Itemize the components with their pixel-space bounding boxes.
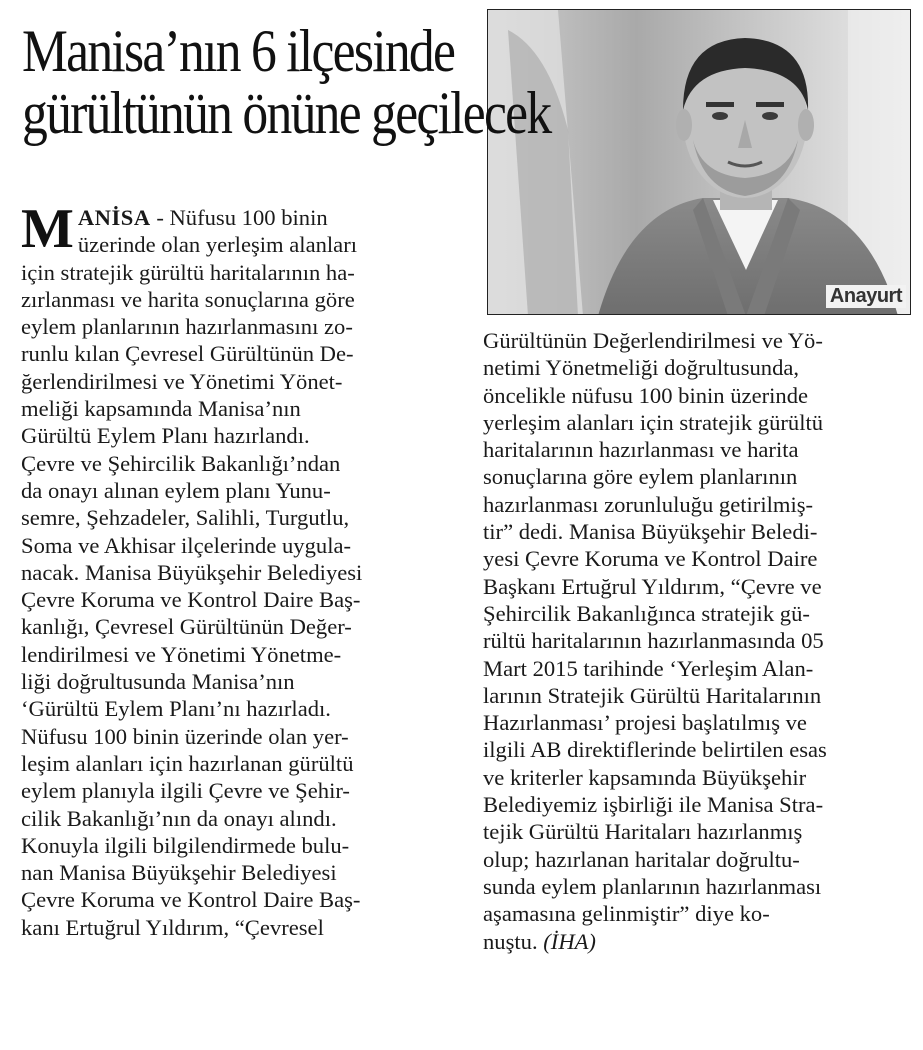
col1-line: Çevre Koruma ve Kontrol Daire Baş- xyxy=(21,587,361,613)
col2-line: yesi Çevre Koruma ve Kontrol Daire xyxy=(483,546,818,572)
col2-line: ilgili AB direktiflerinde belirtilen esas xyxy=(483,737,827,763)
headline xyxy=(22,20,555,144)
col1-line: nan Manisa Büyükşehir Belediyesi xyxy=(21,860,337,886)
col1-line-2: üzerinde olan yerleşim alanları xyxy=(77,232,358,258)
col2-line: sunda eylem planlarının hazırlanması xyxy=(483,873,822,899)
col1-line: Nüfusu 100 binin üzerinde olan yer- xyxy=(21,723,349,749)
col1-line: eylem planıyla ilgili Çevre ve Şehir- xyxy=(21,778,350,804)
col1-line: Çevre ve Şehircilik Bakanlığı’ndan xyxy=(21,450,341,476)
col1-line: semre, Şehzadeler, Salihli, Turgutlu, xyxy=(21,505,350,531)
col2-line: öncelikle nüfusu 100 binin üzerinde xyxy=(483,382,809,408)
drop-cap: M xyxy=(21,198,74,260)
col1-line: Gürültü Eylem Planı hazırlandı. xyxy=(21,423,310,449)
col1-line: ‘Gürültü Eylem Planı’nı hazırladı. xyxy=(21,696,331,722)
photo-watermark: Anayurt xyxy=(826,285,906,308)
col1-line: cilik Bakanlığı’nın da onayı alındı. xyxy=(21,805,337,831)
headline-line-2: gürültünün önüne geçilecek xyxy=(22,80,551,146)
col1-line: kanı Ertuğrul Yıldırım, “Çevresel xyxy=(21,914,324,940)
col1-line: leşim alanları için hazırlanan gürültü xyxy=(21,750,354,776)
col2-line: larının Stratejik Gürültü Haritalarının xyxy=(483,682,822,708)
col1-line: zırlanması ve harita sonuçlarına göre xyxy=(21,286,355,312)
article-column-1 xyxy=(21,198,461,941)
col2-line: Başkanı Ertuğrul Yıldırım, “Çevre ve xyxy=(483,573,822,599)
col1-line: için stratejik gürültü haritalarının ha- xyxy=(21,259,355,285)
col2-body xyxy=(483,327,913,928)
col1-line: runlu kılan Çevresel Gürültünün De- xyxy=(21,341,354,367)
col1-line: Soma ve Akhisar ilçelerinde uygula- xyxy=(21,532,352,558)
col2-line: aşamasına gelinmiştir” diye ko- xyxy=(483,901,770,927)
col1-line: Konuyla ilgili bilgilendirmede bulu- xyxy=(21,832,350,858)
col2-line: haritalarının hazırlanması ve harita xyxy=(483,437,799,463)
col2-line: tir” dedi. Manisa Büyükşehir Beledi- xyxy=(483,519,818,545)
col2-line: Hazırlanması’ projesi başlatılmış ve xyxy=(483,710,807,736)
col1-line: eylem planlarının hazırlanmasını zo- xyxy=(21,314,353,340)
col2-line: tejik Gürültü Haritaları hazırlanmış xyxy=(483,819,803,845)
col1-line: ğerlendirilmesi ve Yönetimi Yönet- xyxy=(21,368,343,394)
col1-line: kanlığı, Çevresel Gürültünün Değer- xyxy=(21,614,352,640)
col1-line: da onayı alınan eylem planı Yunu- xyxy=(21,477,331,503)
col1-line: Çevre Koruma ve Kontrol Daire Baş- xyxy=(21,887,361,913)
col1-body xyxy=(21,259,461,941)
col2-line: sonuçlarına göre eylem planlarının xyxy=(483,464,798,490)
col2-line: Şehircilik Bakanlığınca stratejik gü- xyxy=(483,600,810,626)
col2-line: rültü haritalarının hazırlanmasında 05 xyxy=(483,628,824,654)
col2-line: olup; hazırlanan haritalar doğrultu- xyxy=(483,846,800,872)
col2-line: Belediyemiz işbirliği ile Manisa Stra- xyxy=(483,792,824,818)
col1-line: meliği kapsamında Manisa’nın xyxy=(21,396,301,422)
col1-line: lendirilmesi ve Yönetimi Yönetme- xyxy=(21,641,342,667)
article-column-2 xyxy=(483,327,913,955)
source-credit: (İHA) xyxy=(543,928,596,954)
col2-last-text: nuştu. xyxy=(483,928,544,954)
headline-line-1: Manisa’nın 6 ilçesinde xyxy=(22,18,455,84)
col2-line: ve kriterler kapsamında Büyükşehir xyxy=(483,764,807,790)
col1-line: nacak. Manisa Büyükşehir Belediyesi xyxy=(21,559,363,585)
col2-line: yerleşim alanları için stratejik gürültü xyxy=(483,409,824,435)
col2-line: hazırlanması zorunluluğu getirilmiş- xyxy=(483,491,814,517)
col2-line: netimi Yönetmeliği doğrultusunda, xyxy=(483,355,800,381)
col1-line: liği doğrultusunda Manisa’nın xyxy=(21,669,295,695)
lead-rest: - Nüfusu 100 binin xyxy=(150,205,328,230)
col2-line: Mart 2015 tarihinde ‘Yerleşim Alan- xyxy=(483,655,814,681)
col2-line: Gürültünün Değerlendirilmesi ve Yö- xyxy=(483,328,823,353)
lead-line xyxy=(21,204,461,231)
lead-word: ANİSA xyxy=(77,205,151,230)
col2-last-line xyxy=(483,928,913,955)
